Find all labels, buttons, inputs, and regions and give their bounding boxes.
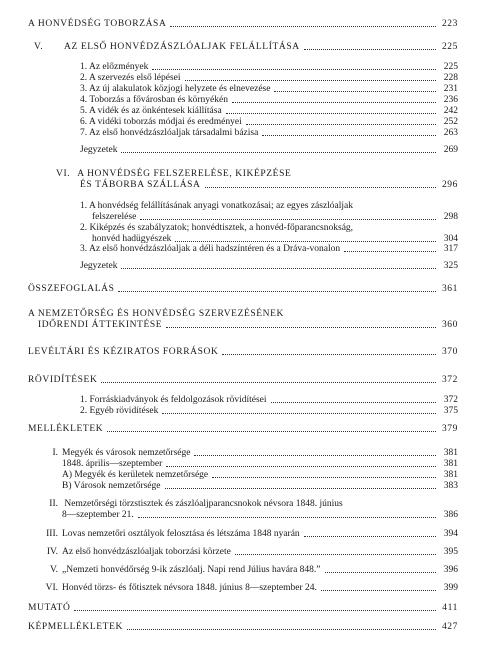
toc-entry-title: honvéd hadügyészek — [92, 234, 172, 244]
leader-dots — [138, 517, 436, 518]
leader-dots — [321, 590, 436, 591]
leader-dots — [162, 413, 436, 414]
toc-entry-title: 7. Az első honvédzászlóaljak társadalmi bázisa — [80, 128, 259, 138]
toc-entry-title: IDŐRENDI ÁTTEKINTÉSE — [38, 320, 163, 330]
toc-chapter-line2 — [80, 180, 458, 191]
toc-entry-title: Az első honvédzászlóaljak toborzási körzete — [62, 547, 231, 557]
toc-entry-title: 6. A vidéki toborzás módjai és eredményei — [80, 117, 242, 127]
toc-appendix-line2 — [62, 510, 458, 521]
toc-entry-title: 1848. április—szeptember — [62, 459, 163, 469]
toc-entry — [28, 375, 458, 386]
toc-subentry-line2 — [92, 212, 458, 223]
toc-page-number: 296 — [441, 180, 458, 190]
toc-page-number: 399 — [443, 583, 458, 593]
toc-entry-title: ÖSSZEFOGLALÁS — [28, 284, 115, 294]
toc-subentry-line1: 2. Kiképzés és szabályzatok; honvédtisztek, a honvéd-főparancsnokság, — [80, 223, 354, 233]
toc-entry — [28, 19, 458, 30]
toc-subentry — [80, 395, 458, 406]
toc-entry-title: Nemzetőrségi törzstisztek és zászlóaljparancsnokok névsora 1848. június — [64, 499, 343, 509]
toc-entry-title: 5. A vidék és az önkéntesek kiállítása — [80, 106, 222, 116]
toc-page-number: 228 — [443, 73, 458, 83]
toc-entry-title: KÉPMELLÉKLETEK — [28, 622, 123, 632]
toc-entry-title: B) Városok nemzetőrsége — [62, 481, 161, 491]
leader-dots — [121, 152, 436, 153]
toc-appendix-line1 — [40, 448, 458, 459]
toc-subentry — [80, 84, 458, 95]
toc-entry-title: 3. Az új alakulatok közjogi helyzete és elnevezése — [80, 84, 271, 94]
toc-appendix-subentry — [62, 470, 458, 481]
leader-dots — [205, 187, 437, 188]
toc-entry-title: felszerelése — [92, 212, 137, 222]
leader-dots — [185, 80, 436, 81]
toc-subentry — [80, 106, 458, 117]
toc-appendix-subentry — [62, 481, 458, 492]
toc-entry-title: MELLÉKLETEK — [28, 424, 104, 434]
toc-subentry-line1: 1. A honvédség felállításának anyagi vonatkozásai; az egyes zászlóaljak — [80, 201, 354, 211]
appendix-number: IV. — [46, 547, 58, 557]
toc-subentry — [80, 73, 458, 84]
toc-entry-title: Jegyzetek — [80, 145, 118, 155]
leader-dots — [152, 69, 436, 70]
appendix-number: I. — [52, 448, 58, 458]
toc-page-number: 411 — [442, 603, 458, 613]
leader-dots — [212, 477, 436, 478]
toc-subentry — [80, 128, 458, 139]
toc-entry-title: 2. Egyéb rövidítések — [80, 406, 159, 416]
toc-entry-title: „Nemzeti honvédőrség 9-ik zászlóalj. Napi rend Július havára 848.” — [62, 565, 321, 575]
leader-dots — [170, 26, 436, 27]
toc-page-number: 396 — [443, 565, 458, 575]
leader-dots — [140, 219, 436, 220]
leader-dots — [274, 91, 436, 92]
toc-page-number: 225 — [443, 62, 458, 72]
toc-appendix-line2 — [62, 459, 458, 470]
leader-dots — [175, 241, 436, 242]
toc-chapter — [34, 42, 458, 53]
toc-entry — [28, 603, 458, 614]
leader-dots — [304, 536, 436, 537]
toc-entry-title: 1. Az előzmények — [80, 62, 149, 72]
toc-appendix — [40, 547, 458, 558]
leader-dots — [118, 291, 436, 292]
toc-entry — [28, 347, 458, 358]
leader-dots — [121, 268, 436, 269]
leader-dots — [74, 610, 436, 611]
toc-entry-title: Megyék és városok nemzetőrsége — [62, 448, 191, 458]
toc-appendix — [40, 583, 458, 594]
leader-dots — [222, 354, 436, 355]
toc-entry-title: Honvéd törzs- és főtisztek névsora 1848. június 8—szeptember 24. — [62, 583, 317, 593]
leader-dots — [127, 629, 436, 630]
toc-entry — [28, 622, 458, 633]
toc-entry — [28, 284, 458, 295]
appendix-number: III. — [46, 529, 58, 539]
toc-entry-title: 8—szeptember 21. — [62, 510, 134, 520]
leader-dots — [262, 135, 436, 136]
toc-page-number: 383 — [443, 481, 458, 491]
toc-entry-title: AZ ELSŐ HONVÉDZÁSZLÓALJAK FELÁLLÍTÁSA — [64, 42, 300, 52]
leader-dots — [304, 49, 436, 50]
toc-page-number: 395 — [443, 547, 458, 557]
toc-entry-title: MUTATÓ — [28, 603, 71, 613]
toc-appendix-line1 — [40, 499, 343, 510]
toc-page-number: 225 — [441, 42, 458, 52]
toc-page-number: 381 — [443, 448, 458, 458]
toc-page-number: 386 — [443, 510, 458, 520]
toc-page-number: 269 — [443, 145, 458, 155]
toc-entry-title: 2. A szervezés első lépései — [80, 73, 181, 83]
toc-subentry — [80, 261, 458, 272]
chapter-number: VI. — [56, 169, 71, 179]
toc-page-number: 325 — [443, 261, 458, 271]
toc-page-number: 370 — [441, 347, 458, 357]
toc-page-number: 304 — [443, 234, 458, 244]
toc-entry-line1: A NEMZETŐRSÉG ÉS HONVÉDSÉG SZERVEZÉSÉNEK — [28, 309, 284, 319]
toc-entry — [28, 424, 458, 435]
leader-dots — [194, 455, 436, 456]
toc-subentry — [80, 95, 458, 106]
toc-page-number: 223 — [441, 19, 458, 29]
appendix-number: V. — [49, 565, 58, 575]
toc-page-number: 379 — [441, 424, 458, 434]
leader-dots — [165, 488, 437, 489]
toc-page-number: 381 — [443, 459, 458, 469]
toc-appendix — [40, 565, 458, 576]
toc-entry-title: A) Megyék és kerületek nemzetőrsége — [62, 470, 209, 480]
toc-page-number: 427 — [441, 622, 458, 632]
leader-dots — [107, 431, 436, 432]
toc-subentry — [80, 244, 458, 255]
toc-page-number: 298 — [443, 212, 458, 222]
toc-page-number: 394 — [443, 529, 458, 539]
toc-page-number: 263 — [443, 128, 458, 138]
toc-subentry — [80, 145, 458, 156]
toc-page-number: 372 — [441, 375, 458, 385]
toc-page-number: 252 — [443, 117, 458, 127]
toc-page-number: 375 — [443, 406, 458, 416]
toc-entry-title: Jegyzetek — [80, 261, 118, 271]
toc-chapter-line1 — [56, 169, 291, 180]
toc-entry-line2 — [38, 320, 458, 331]
toc-page-number: 360 — [441, 320, 458, 330]
toc-subentry — [80, 117, 458, 128]
leader-dots — [101, 382, 436, 383]
toc-entry-title: RÖVIDÍTÉSEK — [28, 375, 98, 385]
toc-entry-title: 1. Forráskiadványok és feldolgozások rövidítései — [80, 395, 267, 405]
leader-dots — [235, 554, 436, 555]
toc-entry-title: A HONVÉDSÉG FELSZERELÉSE, KIKÉPZÉSE — [77, 169, 292, 179]
appendix-number: VI. — [45, 583, 58, 593]
toc-subentry — [80, 62, 458, 73]
leader-dots — [166, 466, 436, 467]
leader-dots — [325, 572, 436, 573]
toc-page-number: 242 — [443, 106, 458, 116]
toc-entry-title: Lovas nemzetőri osztályok felosztása és létszáma 1848 nyarán — [62, 529, 300, 539]
leader-dots — [166, 327, 436, 328]
toc-entry-title: ÉS TÁBORBA SZÁLLÁSA — [80, 180, 201, 190]
chapter-number: V. — [34, 42, 44, 52]
toc-entry-title: 4. Toborzás a fővárosban és környékén — [80, 95, 228, 105]
toc-appendix — [40, 529, 458, 540]
toc-entry-title: LEVÉLTÁRI ÉS KÉZIRATOS FORRÁSOK — [28, 347, 219, 357]
toc-page-number: 361 — [441, 284, 458, 294]
toc-page-number: 231 — [443, 84, 458, 94]
toc-page-number: 317 — [443, 244, 458, 254]
toc-subentry — [80, 406, 458, 417]
leader-dots — [271, 402, 436, 403]
toc-page-number: 236 — [443, 95, 458, 105]
toc-entry-title: 3. Az első honvédzászlóaljak a déli hadszíntéren és a Dráva-vonalon — [80, 244, 341, 254]
leader-dots — [246, 124, 436, 125]
toc-page-number: 381 — [443, 470, 458, 480]
toc-entry-title: A HONVÉDSÉG TOBORZÁSA — [28, 19, 167, 29]
appendix-number: II. — [49, 499, 58, 509]
leader-dots — [232, 102, 436, 103]
leader-dots — [344, 251, 436, 252]
leader-dots — [226, 113, 436, 114]
toc-page-number: 372 — [443, 395, 458, 405]
